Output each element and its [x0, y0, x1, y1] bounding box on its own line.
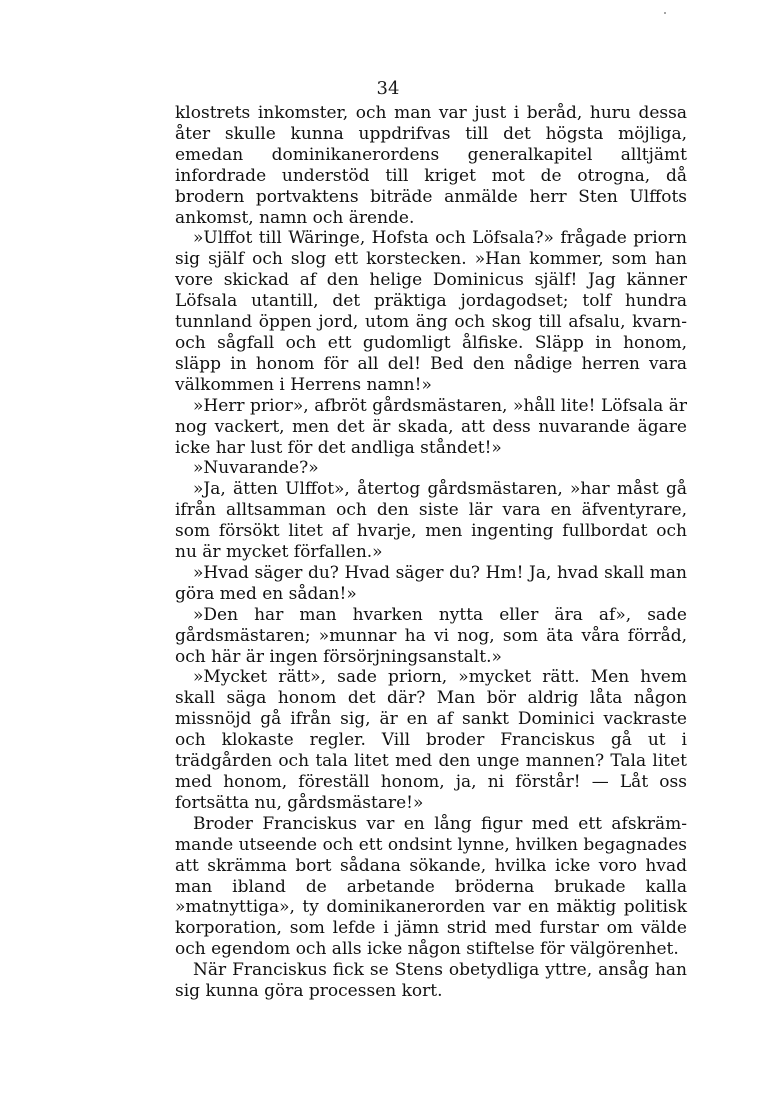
paragraph: »Nuvarande?»: [193, 458, 319, 479]
paragraph: »Den har man hvarken nytta eller ära af», sade gårdsmästaren; »munnar ha vi nog, som äta våra förråd, och här är ingen försörjningsanstalt.»: [175, 604, 687, 667]
paragraph: »Herr prior», afbröt gårdsmästaren, »håll lite! Löfsala är nog vackert, men det är skada, att dess nuvarande ägare icke har lust för det andliga ståndet!»: [175, 395, 687, 458]
page-number: 34: [376, 78, 400, 99]
paragraph: »Ulffot till Wäringe, Hofsta och Löfsala?» frågade priorn sig själf och slog ett korstecken. »Han kommer, som han vore skickad af den helige Dominicus själf! Jag känner Löfsala utantill, det präktiga jordagodset; tolf hundra tunnland öppen jord, utom äng och skog till afsalu, kvarn- och sågfall och ett gudomligt ålfiske. Släpp in honom, släpp in honom för all del! Bed den nådige herren vara välkommen i Herrens namn!»: [175, 228, 687, 395]
paragraph: »Hvad säger du? Hvad säger du? Hm! Ja, hvad skall man göra med en sådan!»: [175, 562, 687, 604]
paragraph: »Mycket rätt», sade priorn, »mycket rätt. Men hvem skall säga honom det där? Man bör aldrig låta någon missnöjd gå ifrån sig, är en af sankt Dominici vackraste och klokaste regler. Vill broder Franciskus gå ut i trädgården och tala litet med den unge mannen? Tala litet med honom, föreställ honom, ja, ni förstår! — Låt oss fortsätta nu, gårdsmästare!»: [175, 667, 687, 813]
paragraph: klostrets inkomster, och man var just i beråd, huru dessa åter skulle kunna uppdrifvas till det högsta möjliga, emedan dominikanerordens generalkapitel alltjämt infordrade understöd till kriget mot de otrogna, då brodern portvaktens biträde anmälde herr Sten Ulffots ankomst, namn och ärende.: [175, 103, 687, 228]
paragraph: »Ja, ätten Ulffot», återtog gårdsmästaren, »har måst gå ifrån alltsamman och den siste lär vara en äfventyrare, som försökt litet af hvarje, men ingenting fullbordat och nu är mycket förfallen.»: [175, 479, 687, 563]
scan-speck: [664, 12, 666, 14]
body-text: [175, 103, 687, 1002]
paragraph: Broder Franciskus var en lång figur med ett afskräm-mande utseende och ett ondsint lynne, hvilken begagnades att skrämma bort sådana sökande, hvilka icke voro hvad man ibland de arbetande bröderna brukade kalla »matnyttiga», ty dominikanerorden var en mäktig politisk korporation, som lefde i jämn strid med furstar om välde och egendom och alls icke någon stiftelse för välgörenhet.: [175, 813, 687, 960]
paragraph: När Franciskus fick se Stens obetydliga yttre, ansåg han sig kunna göra processen kort.: [175, 960, 687, 1002]
